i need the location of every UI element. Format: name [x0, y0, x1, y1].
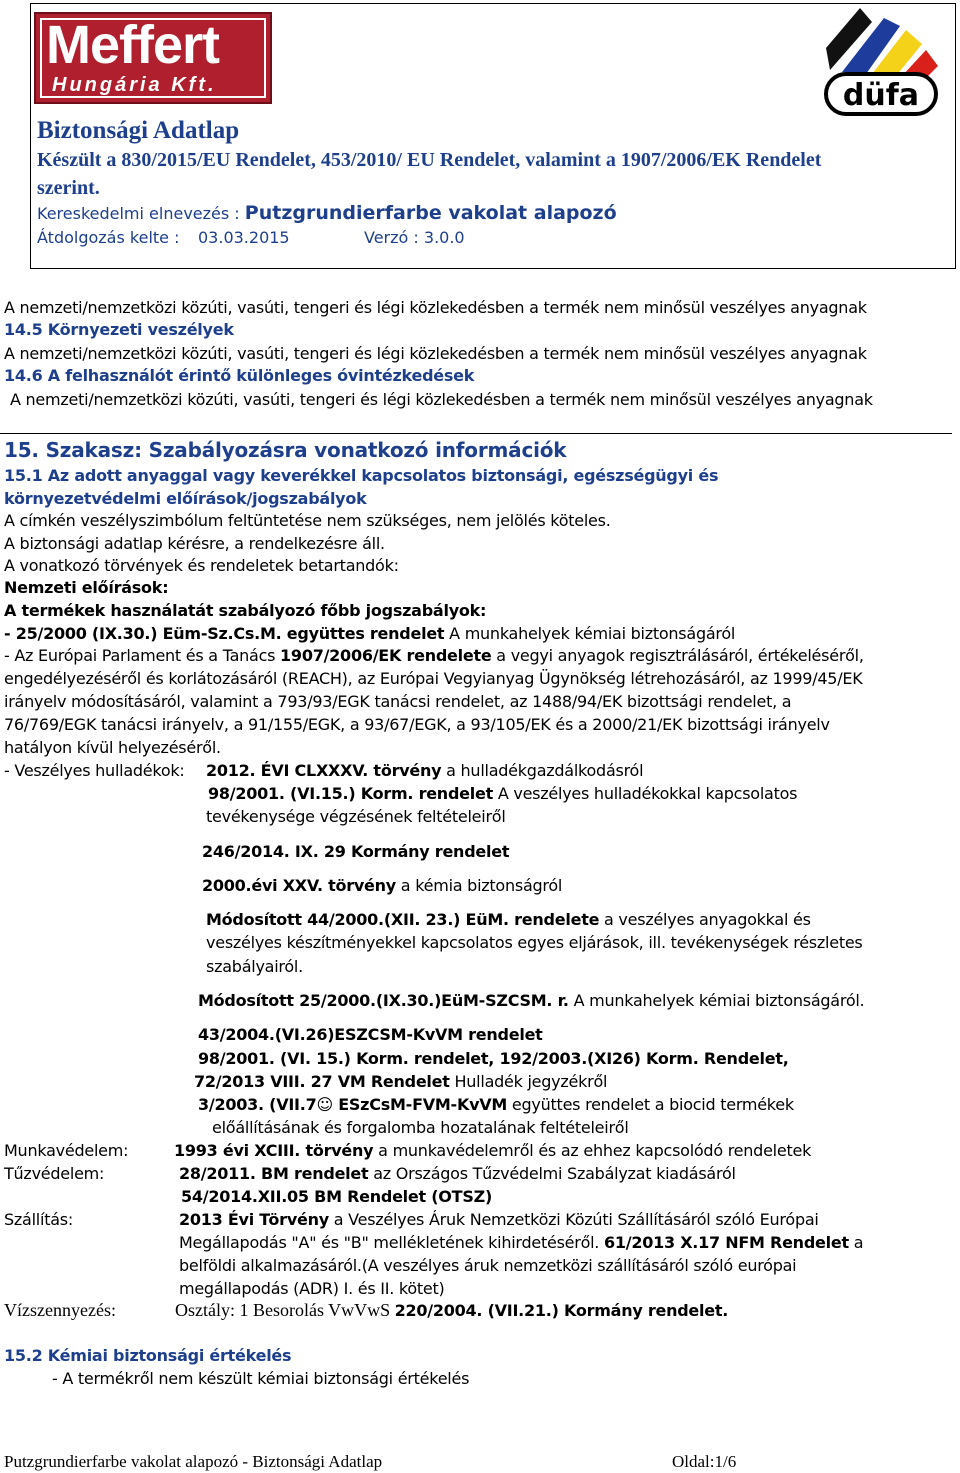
waste-reg-6-ref: Módosított 25/2000.(IX.30.)EüM-SZCSM. r. — [198, 991, 569, 1010]
waste-reg-10-desc: együttes rendelet a biocid termékek — [507, 1095, 794, 1114]
waste-reg-10-ref-a: 3/2003. (VII.7 — [198, 1095, 317, 1114]
national-regs-heading: Nemzeti előírások: — [4, 578, 169, 597]
revision-label: Átdolgozás kelte : — [37, 228, 180, 247]
document-title: Biztonsági Adatlap — [37, 117, 240, 144]
waste-reg-2 — [208, 784, 797, 803]
smiley-icon: ☺ — [316, 1095, 333, 1114]
s15-2-text: - A termékről nem készült kémiai biztonsági értékelés — [52, 1369, 470, 1388]
reg-reach-ref: 1907/2006/EK rendelete — [280, 646, 492, 665]
water-pollution-reg — [175, 1300, 728, 1321]
fire-safety-desc: az Országos Tűzvédelmi Szabályzat kiadásáról — [368, 1164, 736, 1183]
s14-text-2: A nemzeti/nemzetközi közúti, vasúti, tengeri és légi közlekedésben a termék nem minősül veszélyes anyagnak — [4, 344, 867, 363]
waste-reg-1-desc: a hulladékgazdálkodásról — [441, 761, 644, 780]
labor-safety-desc: a munkavédelemről és az ehhez kapcsolódó rendeletek — [373, 1141, 812, 1160]
waste-reg-4-desc: a kémia biztonságról — [395, 876, 563, 895]
waste-reg-2-desc: A veszélyes hulladékokkal kapcsolatos — [492, 784, 798, 803]
version-value: 3.0.0 — [423, 228, 465, 247]
waste-reg-9-desc: Hulladék jegyzékről — [449, 1072, 608, 1091]
waste-reg-1-ref: 2012. ÉVI CLXXXV. törvény — [206, 761, 442, 780]
dufa-logo-text: düfa — [842, 78, 920, 113]
reg-reach-line-2: engedélyezéséről és korlátozásáról (REACH), az Európai Vegyianyag Ügynökség létrehozásáról, az 1999/45/EK — [4, 669, 863, 688]
trade-name-label: Kereskedelmi elnevezés : — [37, 204, 240, 223]
s15-para-3: A vonatkozó törvények és rendeletek betartandók: — [4, 556, 399, 575]
trade-name-row — [37, 202, 617, 224]
s14-text-3: A nemzeti/nemzetközi közúti, vasúti, tengeri és légi közlekedésben a termék nem minősül veszélyes anyagnak — [10, 390, 873, 409]
s15-1-heading-a: 15.1 Az adott anyaggal vagy keverékkel kapcsolatos biztonsági, egészségügyi és — [4, 466, 719, 485]
fire-safety-reg-2: 54/2014.XII.05 BM Rendelet (OTSZ) — [181, 1187, 492, 1206]
labor-safety-reg — [174, 1141, 811, 1160]
trade-name: Putzgrundierfarbe vakolat alapozó — [244, 202, 617, 224]
reg-reach-intro: - Az Európai Parlament és a Tanács — [4, 646, 281, 665]
waste-reg-4-ref: 2000.évi XXV. törvény — [202, 876, 396, 895]
s15-para-1: A címkén veszélyszimbólum feltüntetése nem szükséges, nem jelölés köteles. — [4, 511, 611, 530]
waste-reg-2-ref: 98/2001. (VI.15.) Korm. rendelet — [208, 784, 493, 803]
reg-reach-line-5: hatályon kívül helyezéséről. — [4, 738, 221, 757]
waste-reg-10-cont: előállításának és forgalomba hozatalának feltételeiről — [212, 1118, 629, 1137]
transport-ref: 2013 Évi Törvény — [179, 1210, 329, 1229]
transport-line-3: belföldi alkalmazásáról.(A veszélyes áruk nemzetközi szállításáról szóló európai — [179, 1256, 797, 1275]
waste-reg-10-ref-b: ESzCsM-FVM-KvVM — [332, 1095, 508, 1114]
waste-reg-5-desc: a veszélyes anyagokkal és — [599, 910, 811, 929]
regulation-line-cont: szerint. — [37, 177, 100, 199]
s15-para-2: A biztonsági adatlap kérésre, a rendelkezésre áll. — [4, 534, 385, 553]
footer-page-number: Oldal:1/6 — [672, 1452, 737, 1471]
waste-reg-6-desc: A munkahelyek kémiai biztonságáról. — [568, 991, 865, 1010]
transport-label: Szállítás: — [4, 1210, 73, 1229]
fire-safety-reg — [179, 1164, 736, 1183]
meffert-logo-sub: Hungária Kft. — [52, 74, 217, 96]
s15-2-heading: 15.2 Kémiai biztonsági értékelés — [4, 1346, 292, 1365]
footer-document-name: Putzgrundierfarbe vakolat alapozó - Biztonsági Adatlap — [4, 1452, 383, 1471]
reg-25-2000 — [4, 624, 735, 643]
revision-date: 03.03.2015 — [198, 228, 290, 247]
waste-reg-6 — [198, 991, 864, 1010]
transport-line-2 — [179, 1233, 863, 1252]
fire-safety-label: Tűzvédelem: — [4, 1164, 105, 1183]
regulation-line: Készült a 830/2015/EU Rendelet, 453/2010/ EU Rendelet, valamint a 1907/2006/EK Rendelet — [37, 149, 822, 171]
waste-reg-1 — [206, 761, 643, 780]
s14-text-1: A nemzeti/nemzetközi közúti, vasúti, tengeri és légi közlekedésben a termék nem minősül veszélyes anyagnak — [4, 298, 867, 317]
reg-25-2000-ref: - 25/2000 (IX.30.) Eüm-Sz.Cs.M. együttes rendelet — [4, 624, 445, 643]
waste-reg-5-cont-2: szabályairól. — [206, 957, 303, 976]
waste-reg-4 — [202, 876, 562, 895]
waste-reg-5-ref: Módosított 44/2000.(XII. 23.) EüM. rendelete — [206, 910, 600, 929]
transport-desc: a Veszélyes Áruk Nemzetközi Közúti Szállításáról szóló Európai — [328, 1210, 819, 1229]
waste-reg-9-ref: 72/2013 VIII. 27 VM Rendelet — [194, 1072, 450, 1091]
s14-6-heading: 14.6 A felhasználót érintő különleges óvintézkedések — [4, 366, 475, 385]
section-15-heading: 15. Szakasz: Szabályozásra vonatkozó információk — [4, 438, 567, 462]
dufa-logo — [822, 4, 940, 116]
transport-line-2-ref: 61/2013 X.17 NFM Rendelet — [603, 1233, 849, 1252]
waste-reg-9 — [194, 1072, 607, 1091]
waste-reg-5-cont-1: veszélyes készítményekkel kapcsolatos egyes eljárások, ill. tevékenységek részletes — [206, 933, 863, 952]
waste-reg-3: 246/2014. IX. 29 Kormány rendelet — [202, 842, 510, 861]
version-label: Verzó : — [364, 228, 419, 247]
transport-line-2-c: a — [848, 1233, 864, 1252]
section-divider — [0, 433, 952, 434]
fire-safety-ref: 28/2011. BM rendelet — [179, 1164, 369, 1183]
version-row — [364, 228, 465, 247]
waste-reg-7: 43/2004.(VI.26)ESZCSM-KvVM rendelet — [198, 1025, 543, 1044]
transport-line-4: megállapodás (ADR) I. és II. kötet) — [179, 1279, 445, 1298]
s14-5-heading: 14.5 Környezeti veszélyek — [4, 320, 234, 339]
reg-reach-line-4: 76/769/EGK tanácsi irányelv, a 91/155/EGK, a 93/67/EGK, a 93/105/EK és a 2000/21/EK bizottsági irányelv — [4, 715, 830, 734]
reg-25-2000-desc: A munkahelyek kémiai biztonságáról — [444, 624, 736, 643]
reg-reach-desc: a vegyi anyagok regisztrálásáról, értékeléséről, — [491, 646, 864, 665]
waste-reg-10 — [198, 1095, 794, 1114]
labor-safety-label: Munkavédelem: — [4, 1141, 129, 1160]
waste-label: - Veszélyes hulladékok: — [4, 761, 185, 780]
s15-1-heading-b: környezetvédelmi előírások/jogszabályok — [4, 489, 367, 508]
water-pollution-class: Osztály: 1 Besorolás VwVwS — [175, 1300, 395, 1320]
reg-reach-line-3: irányelv módosításáról, valamint a 793/93/EGK tanácsi rendelet, az 1488/94/EK bizottsági rendelet, a — [4, 692, 792, 711]
reg-reach-line-1 — [4, 646, 864, 665]
transport-line-2-a: Megállapodás "A" és "B" mellékletének kihirdetéséről. — [179, 1233, 604, 1252]
meffert-logo — [34, 12, 272, 104]
waste-reg-8: 98/2001. (VI. 15.) Korm. rendelet, 192/2003.(XI26) Korm. Rendelet, — [198, 1049, 789, 1068]
waste-reg-5 — [206, 910, 811, 929]
water-pollution-ref: 220/2004. (VII.21.) Kormány rendelet. — [394, 1301, 729, 1320]
meffert-logo-name: Meffert — [46, 15, 220, 75]
transport-reg — [179, 1210, 819, 1229]
water-pollution-label: Vízszennyezés: — [4, 1300, 116, 1320]
labor-safety-ref: 1993 évi XCIII. törvény — [174, 1141, 374, 1160]
waste-reg-2-cont: tevékenysége végzésének feltételeiről — [206, 807, 506, 826]
main-regs-heading: A termékek használatát szabályozó főbb jogszabályok: — [4, 601, 487, 620]
